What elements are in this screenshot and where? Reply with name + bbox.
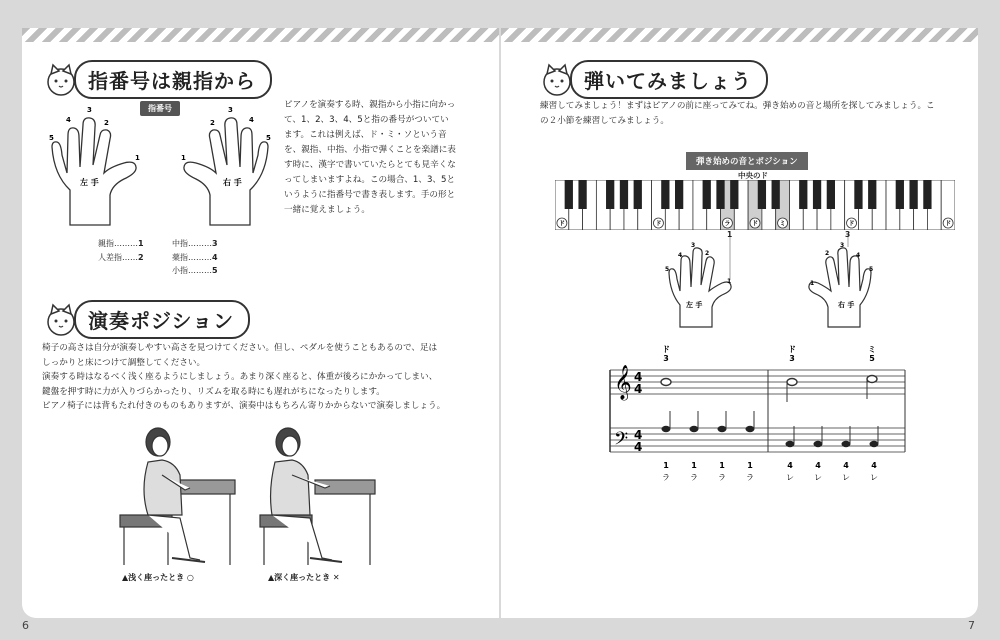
fingering-label: 4: [787, 461, 793, 470]
music-score: [600, 340, 912, 490]
section-title-text: 指番号は親指から: [74, 60, 272, 99]
piano-keyboard: [555, 180, 955, 230]
middle-c-label: 中央のド: [738, 171, 768, 180]
black-key: [854, 180, 862, 209]
svg-text:1: 1: [727, 278, 732, 285]
hands-illustration: [40, 105, 280, 230]
intro-paragraph: 練習してみましょう！まずはピアノの前に座ってみてね。弾き始めの音と場所を探してみましょう。こ の２小節を練習してみましょう。: [540, 101, 935, 126]
bass-note: [870, 441, 879, 447]
section-title-text: 演奏ポジション: [74, 300, 250, 339]
black-key: [716, 180, 724, 209]
finger-name-thumb: 親指………1: [98, 239, 144, 248]
black-key: [923, 180, 931, 209]
black-key: [578, 180, 586, 209]
svg-text:1: 1: [810, 280, 815, 287]
bass-note-name: ラ: [746, 473, 754, 482]
left-page-stripe: [22, 28, 499, 42]
svg-text:4: 4: [678, 252, 683, 259]
black-key: [620, 180, 628, 209]
key-marker-label: ミ: [779, 220, 786, 228]
note-name-label: ド: [662, 345, 670, 354]
key-marker-label: ド: [848, 220, 855, 228]
bass-note-name: レ: [786, 473, 794, 482]
time-sig-bottom: 4: [634, 382, 643, 396]
right-page-stripe: [501, 28, 978, 42]
left-finger-1: 1: [135, 154, 140, 162]
key-marker-label: ド: [945, 220, 952, 228]
right-finger-4: 4: [249, 116, 254, 124]
finger-number-paragraph: ピアノを演奏する時、親指から小指に向かって、1、2、3、4、5と指の番号がついています。これは例えば、ド・ミ・ソという音を、親指、中指、小指で弾くことを楽譜に表す時に、漢字で書いていたらとても見辛くなってしまいますよね。この場合、1、3、5というように指番号で書き表します。手の形と一緒に覚えましょう。: [284, 100, 456, 215]
key-marker-label: ド: [751, 220, 759, 228]
fingering-label: 3: [789, 354, 795, 363]
bass-note-name: レ: [870, 473, 878, 482]
fingering-label: 3: [663, 354, 669, 363]
bass-clef-icon: 𝄢: [614, 429, 629, 454]
fingering-label: 1: [719, 461, 725, 470]
keyboard-label: 弾き始めの音とポジション: [686, 152, 808, 170]
finger-name-index: 人差指……2: [98, 253, 144, 262]
position-paragraph: 椅子の高さは自分が演奏しやすい高さを見つけてください。但し、ペダルを使うこともあるので、足は しっかりと床につけて調整してください。 演奏する時はなるべく浅く座るようにしましょう。あまり深く座ると、体重が後ろにかかってしまい、 鍵盤を押す時に力が入りづらかったり、リズムを取る時にも遅れがちになったりします。 ピアノ椅子には背もたれ付きのものもありますが、演奏中はもちろん寄りかからないで演奏しましょう。: [42, 343, 446, 411]
black-key: [827, 180, 835, 209]
finger-name-ring: 薬指………4: [172, 253, 218, 262]
right-finger-2: 2: [210, 119, 215, 127]
black-key: [606, 180, 614, 209]
right-finger-1: 1: [181, 154, 186, 162]
right-hand-start-finger: 3: [845, 230, 851, 239]
right-hand-label: 右 手: [223, 178, 242, 187]
finger-name-middle: 中指………3: [172, 239, 218, 248]
fingering-label: 1: [691, 461, 697, 470]
svg-text:3: 3: [840, 242, 845, 249]
section-title-finger-numbers: [42, 60, 272, 99]
right-finger-3: 3: [228, 106, 233, 114]
left-hand-label: 左 手: [80, 178, 99, 187]
black-key: [772, 180, 780, 209]
black-key: [634, 180, 642, 209]
svg-text:4: 4: [856, 252, 861, 259]
bass-note-name: ラ: [718, 473, 726, 482]
page-number-left: 6: [22, 619, 29, 632]
svg-text:5: 5: [665, 266, 670, 273]
note-name-label: ミ: [868, 345, 876, 354]
bass-note: [842, 441, 851, 447]
note-name-label: ド: [788, 345, 796, 354]
time-sig-top: 4: [634, 428, 643, 442]
position-right-hand-label: 右 手: [838, 301, 855, 309]
left-finger-3: 3: [87, 106, 92, 114]
bass-note-name: ラ: [662, 473, 670, 482]
black-key: [730, 180, 738, 209]
fingering-label: 4: [843, 461, 849, 470]
black-key: [675, 180, 683, 209]
black-key: [565, 180, 573, 209]
finger-number-badge: 指番号: [140, 101, 180, 116]
treble-clef-icon: 𝄞: [614, 365, 632, 400]
fingering-label: 5: [869, 354, 875, 363]
key-marker-label: ド: [655, 220, 662, 228]
svg-text:2: 2: [705, 250, 710, 257]
fingering-label: 1: [747, 461, 753, 470]
bass-note: [662, 426, 671, 432]
black-key: [896, 180, 904, 209]
caption-deep-seat: ▲深く座ったとき ✕: [268, 573, 340, 582]
left-finger-2: 2: [104, 119, 109, 127]
caption-shallow-seat: ▲浅く座ったとき ○: [122, 573, 194, 582]
section-title-position: [42, 300, 250, 339]
section-title-play: [538, 60, 768, 99]
black-key: [813, 180, 821, 209]
black-key: [868, 180, 876, 209]
time-sig-top: 4: [634, 370, 643, 384]
position-left-hand-label: 左 手: [686, 301, 703, 309]
fingering-label: 1: [663, 461, 669, 470]
fingering-label: 4: [815, 461, 821, 470]
position-hands-illustration: [660, 235, 890, 330]
svg-text:3: 3: [691, 242, 696, 249]
bass-note: [786, 441, 795, 447]
black-key: [703, 180, 711, 209]
bass-note: [746, 426, 755, 432]
bass-note: [718, 426, 727, 432]
svg-text:5: 5: [869, 266, 874, 273]
black-key: [758, 180, 766, 209]
black-key: [661, 180, 669, 209]
fingering-label: 4: [871, 461, 877, 470]
key-marker-label: ラ: [724, 220, 731, 228]
key-marker-label: ド: [558, 220, 565, 228]
black-key: [799, 180, 807, 209]
treble-note: [661, 379, 671, 386]
time-sig-bottom: 4: [634, 440, 643, 454]
left-finger-5: 5: [49, 134, 54, 142]
right-finger-5: 5: [266, 134, 271, 142]
svg-text:2: 2: [825, 250, 830, 257]
seated-position-illustration: [110, 420, 400, 570]
bass-note-name: レ: [842, 473, 850, 482]
finger-name-pinky: 小指………5: [172, 266, 218, 275]
left-finger-4: 4: [66, 116, 71, 124]
bass-note: [814, 441, 823, 447]
bass-note: [690, 426, 699, 432]
left-hand-start-finger: 1: [727, 230, 733, 239]
black-key: [909, 180, 917, 209]
section-title-text: 弾いてみましょう: [570, 60, 768, 99]
treble-note: [867, 376, 877, 383]
bass-note-name: レ: [814, 473, 822, 482]
bass-note-name: ラ: [690, 473, 698, 482]
page-number-right: 7: [968, 619, 975, 632]
treble-note: [787, 379, 797, 386]
